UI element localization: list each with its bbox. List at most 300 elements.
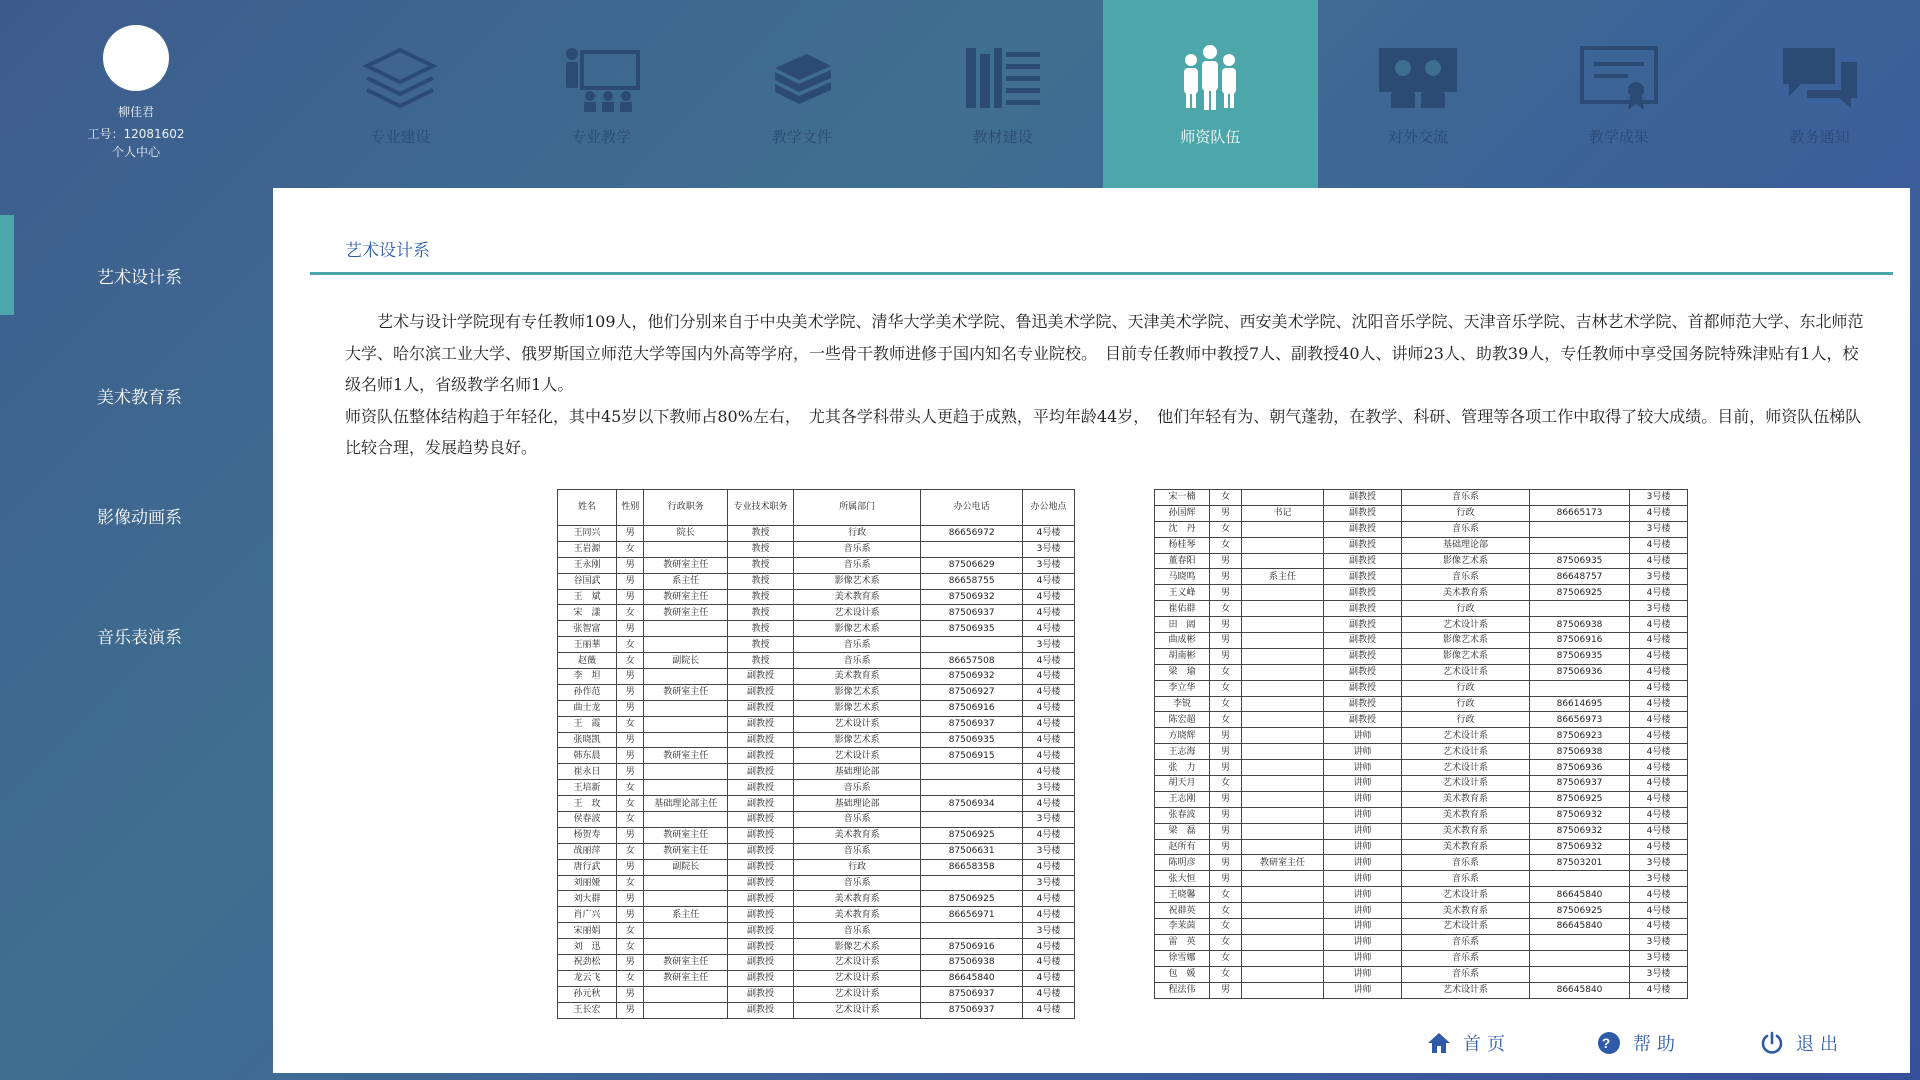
table-cell: 副教授	[727, 780, 793, 796]
table-cell	[644, 541, 727, 557]
table-row	[1155, 569, 1688, 585]
table-cell: 86645840	[921, 970, 1023, 986]
table-row	[558, 955, 1075, 971]
content-panel	[273, 188, 1910, 1073]
table-cell	[644, 669, 727, 685]
table-cell: 男	[1210, 585, 1242, 601]
table-cell: 刘 迅	[558, 939, 617, 955]
table-cell: 87506915	[921, 748, 1023, 764]
table-cell: 肖广兴	[558, 907, 617, 923]
table-cell: 教研室主任	[644, 684, 727, 700]
table-cell: 3号楼	[1023, 637, 1075, 653]
table-cell: 87506916	[921, 939, 1023, 955]
table-cell	[1242, 664, 1324, 680]
chat-icon	[1779, 44, 1861, 114]
table-cell: 3号楼	[1630, 490, 1688, 506]
table-cell: 87506925	[921, 891, 1023, 907]
table-cell: 美术教育系	[1402, 585, 1530, 601]
table-cell: 教授	[727, 589, 793, 605]
table-cell: 杨贺寿	[558, 827, 617, 843]
table-cell: 行政	[1402, 680, 1530, 696]
table-cell: 4号楼	[1023, 859, 1075, 875]
table-cell: 龙云飞	[558, 970, 617, 986]
table-cell: 系主任	[1242, 569, 1324, 585]
table-row	[558, 684, 1075, 700]
table-cell: 行政	[1402, 712, 1530, 728]
table-cell: 4号楼	[1630, 823, 1688, 839]
table-cell: 男	[617, 700, 644, 716]
table-cell: 美术教育系	[1402, 791, 1530, 807]
table-cell	[1242, 490, 1324, 506]
table-cell: 副教授	[1324, 633, 1402, 649]
table-cell	[1242, 696, 1324, 712]
table-cell: 男	[617, 1002, 644, 1018]
table-cell: 86645840	[1530, 887, 1630, 903]
column-header: 专业技术职务	[727, 490, 793, 526]
table-cell: 美术教育系	[1402, 823, 1530, 839]
table-cell: 3号楼	[1023, 923, 1075, 939]
table-cell: 唐行武	[558, 859, 617, 875]
table-cell	[1242, 648, 1324, 664]
table-cell: 音乐系	[794, 653, 921, 669]
column-header: 姓名	[558, 490, 617, 526]
classroom-icon	[560, 44, 642, 114]
table-cell: 梁 瑜	[1155, 664, 1210, 680]
table-cell: 影像艺术系	[794, 621, 921, 637]
side-navigation	[0, 215, 272, 695]
table-cell: 男	[1210, 871, 1242, 887]
table-cell: 86614695	[1530, 696, 1630, 712]
help-icon	[1597, 1031, 1621, 1055]
table-cell: 美术教育系	[1402, 903, 1530, 919]
table-cell: 孙元秋	[558, 986, 617, 1002]
table-cell	[1530, 950, 1630, 966]
table-cell: 4号楼	[1023, 796, 1075, 812]
table-cell: 音乐系	[1402, 966, 1530, 982]
table-cell: 4号楼	[1630, 648, 1688, 664]
table-cell	[1242, 934, 1324, 950]
table-cell	[1530, 537, 1630, 553]
table-cell: 3号楼	[1630, 601, 1688, 617]
table-cell: 崔佑群	[1155, 601, 1210, 617]
table-row	[558, 1002, 1075, 1018]
table-cell: 4号楼	[1023, 764, 1075, 780]
table-cell: 雷 英	[1155, 934, 1210, 950]
table-cell: 87506932	[1530, 807, 1630, 823]
table-cell: 87506938	[1530, 617, 1630, 633]
table-cell: 87506938	[1530, 744, 1630, 760]
table-cell: 4号楼	[1023, 748, 1075, 764]
sidebar-item-fine-arts-education[interactable]: 美术教育系	[97, 387, 182, 408]
table-cell: 副院长	[644, 653, 727, 669]
table-cell: 音乐系	[1402, 569, 1530, 585]
table-row	[558, 716, 1075, 732]
table-cell: 4号楼	[1630, 807, 1688, 823]
table-cell: 女	[1210, 934, 1242, 950]
table-cell	[644, 986, 727, 1002]
table-cell: 侯春波	[558, 812, 617, 828]
table-row	[558, 732, 1075, 748]
intro-paragraph-2: 师资队伍整体结构趋于年轻化，其中45岁以下教师占80%左右， 尤其各学科带头人更趋于成熟，平均年龄44岁， 他们年轻有为、朝气蓬勃，在教学、科研、管理等各项工作中取得了较大成绩。目前，师资队伍梯队比较合理，发展趋势良好。	[345, 406, 1862, 457]
table-cell: 教授	[727, 605, 793, 621]
table-cell	[921, 875, 1023, 891]
table-cell	[1242, 823, 1324, 839]
table-cell: 张 力	[1155, 760, 1210, 776]
table-cell: 艺术设计系	[1402, 728, 1530, 744]
nav-item-major-teaching[interactable]	[501, 0, 702, 188]
table-cell: 董春阳	[1155, 553, 1210, 569]
table-row	[1155, 505, 1688, 521]
faculty-table-left	[557, 489, 1075, 1019]
table-cell: 86656973	[1530, 712, 1630, 728]
home-button[interactable]	[1427, 1030, 1597, 1056]
table-row	[558, 939, 1075, 955]
table-row	[1155, 648, 1688, 664]
table-cell: 男	[1210, 744, 1242, 760]
table-cell: 赵薇	[558, 653, 617, 669]
table-cell: 讲师	[1324, 871, 1402, 887]
table-cell: 男	[1210, 633, 1242, 649]
sidebar-item-music-performance[interactable]: 音乐表演系	[97, 627, 182, 648]
table-cell: 女	[617, 541, 644, 557]
table-cell: 3号楼	[1630, 521, 1688, 537]
table-cell: 86665173	[1530, 505, 1630, 521]
table-cell: 4号楼	[1630, 744, 1688, 760]
table-cell: 基础理论部	[794, 764, 921, 780]
table-cell: 王永刚	[558, 557, 617, 573]
table-row	[1155, 537, 1688, 553]
table-cell: 4号楼	[1630, 696, 1688, 712]
table-cell: 女	[617, 939, 644, 955]
table-cell: 教授	[727, 653, 793, 669]
table-cell: 3号楼	[1023, 541, 1075, 557]
table-cell: 4号楼	[1023, 891, 1075, 907]
table-cell: 刘大群	[558, 891, 617, 907]
table-cell	[644, 732, 727, 748]
table-row	[1155, 966, 1688, 982]
table-cell	[1242, 776, 1324, 792]
table-cell: 87506916	[1530, 633, 1630, 649]
table-cell: 女	[1210, 966, 1242, 982]
table-row	[558, 907, 1075, 923]
table-cell: 副教授	[727, 955, 793, 971]
table-row	[1155, 664, 1688, 680]
table-cell: 教研室主任	[644, 970, 727, 986]
intro-text	[345, 306, 1873, 464]
table-cell: 李茉茵	[1155, 919, 1210, 935]
table-cell: 讲师	[1324, 966, 1402, 982]
table-cell: 音乐系	[1402, 950, 1530, 966]
table-cell: 程法伟	[1155, 982, 1210, 998]
table-cell: 87506629	[921, 557, 1023, 573]
table-cell: 女	[1210, 919, 1242, 935]
user-name: 柳佳君	[117, 105, 154, 119]
table-cell	[1530, 680, 1630, 696]
table-cell: 4号楼	[1630, 712, 1688, 728]
table-cell: 美术教育系	[794, 827, 921, 843]
exit-button[interactable]	[1760, 1030, 1844, 1056]
table-cell: 男	[617, 986, 644, 1002]
table-cell: 副教授	[727, 923, 793, 939]
table-cell: 徐雪娜	[1155, 950, 1210, 966]
table-cell: 86645840	[1530, 982, 1630, 998]
table-cell: 男	[1210, 982, 1242, 998]
table-cell: 曲士龙	[558, 700, 617, 716]
table-cell	[644, 939, 727, 955]
table-cell	[1530, 871, 1630, 887]
table-cell	[921, 812, 1023, 828]
nav-item-teaching-achievements[interactable]	[1519, 0, 1720, 188]
table-cell: 王岩源	[558, 541, 617, 557]
layers-icon	[359, 44, 441, 114]
table-cell: 87506937	[1530, 776, 1630, 792]
table-cell: 4号楼	[1630, 505, 1688, 521]
table-cell: 影像艺术系	[794, 684, 921, 700]
table-cell: 副教授	[1324, 505, 1402, 521]
exchange-icon	[1377, 44, 1459, 114]
table-row	[558, 875, 1075, 891]
column-header: 行政职务	[644, 490, 727, 526]
table-cell: 基础理论部	[1402, 537, 1530, 553]
table-cell: 4号楼	[1630, 617, 1688, 633]
table-cell	[644, 923, 727, 939]
table-cell: 胡天月	[1155, 776, 1210, 792]
table-cell: 87506925	[1530, 791, 1630, 807]
nav-item-faculty[interactable]	[1103, 0, 1318, 188]
table-cell: 4号楼	[1630, 680, 1688, 696]
table-cell: 沈 丹	[1155, 521, 1210, 537]
table-cell: 3号楼	[1630, 950, 1688, 966]
table-cell	[1530, 966, 1630, 982]
table-cell: 王志刚	[1155, 791, 1210, 807]
table-cell	[644, 764, 727, 780]
table-cell: 战丽萍	[558, 843, 617, 859]
table-cell: 王 斌	[558, 589, 617, 605]
nav-label: 教材建设	[972, 128, 1033, 146]
table-cell: 梁 磊	[1155, 823, 1210, 839]
table-row	[1155, 950, 1688, 966]
table-row	[558, 796, 1075, 812]
table-cell: 副教授	[1324, 601, 1402, 617]
sidebar-item-image-animation[interactable]: 影像动画系	[97, 507, 182, 528]
table-cell: 87506937	[921, 716, 1023, 732]
home-icon	[1427, 1031, 1451, 1055]
table-cell: 87506935	[1530, 553, 1630, 569]
table-cell: 87506631	[921, 843, 1023, 859]
table-cell: 副教授	[1324, 617, 1402, 633]
table-cell: 宋 漾	[558, 605, 617, 621]
table-cell: 教研室主任	[644, 843, 727, 859]
personal-center-link[interactable]: 个人中心	[111, 145, 160, 159]
table-cell: 音乐系	[1402, 934, 1530, 950]
table-cell: 4号楼	[1023, 653, 1075, 669]
avatar[interactable]	[103, 25, 169, 91]
table-cell: 87506927	[921, 684, 1023, 700]
table-cell: 教授	[727, 526, 793, 542]
table-cell: 4号楼	[1630, 982, 1688, 998]
table-cell: 王晓馨	[1155, 887, 1210, 903]
table-cell: 87506936	[1530, 664, 1630, 680]
table-cell: 美术教育系	[794, 907, 921, 923]
table-cell: 音乐系	[1402, 521, 1530, 537]
table-cell: 艺术设计系	[794, 986, 921, 1002]
table-cell: 3号楼	[1630, 966, 1688, 982]
table-row	[558, 557, 1075, 573]
table-cell: 4号楼	[1023, 939, 1075, 955]
table-cell: 副教授	[1324, 664, 1402, 680]
table-cell: 音乐系	[1402, 871, 1530, 887]
table-cell: 4号楼	[1023, 684, 1075, 700]
nav-label: 专业教学	[571, 128, 632, 146]
table-cell: 张春波	[1155, 807, 1210, 823]
nav-item-external-exchange[interactable]	[1318, 0, 1519, 188]
table-cell: 87506932	[921, 589, 1023, 605]
table-row	[1155, 601, 1688, 617]
table-cell: 女	[617, 780, 644, 796]
table-cell: 讲师	[1324, 823, 1402, 839]
table-cell	[644, 780, 727, 796]
table-cell	[1530, 490, 1630, 506]
table-row	[1155, 791, 1688, 807]
table-cell: 教研室主任	[644, 557, 727, 573]
table-cell: 4号楼	[1023, 573, 1075, 589]
table-cell: 教研室主任	[644, 605, 727, 621]
table-cell: 女	[1210, 601, 1242, 617]
table-cell: 女	[1210, 903, 1242, 919]
table-cell: 87506937	[921, 986, 1023, 1002]
table-row	[558, 986, 1075, 1002]
library-icon	[962, 44, 1044, 114]
table-cell	[644, 875, 727, 891]
nav-item-academic-notice[interactable]	[1719, 0, 1920, 188]
table-cell	[1242, 760, 1324, 776]
table-cell: 张智富	[558, 621, 617, 637]
table-cell: 音乐系	[794, 557, 921, 573]
table-cell: 男	[617, 907, 644, 923]
table-cell: 艺术设计系	[794, 716, 921, 732]
table-cell: 男	[1210, 648, 1242, 664]
table-cell	[644, 637, 727, 653]
table-cell: 艺术设计系	[1402, 776, 1530, 792]
table-cell: 男	[617, 891, 644, 907]
table-cell: 艺术设计系	[1402, 617, 1530, 633]
table-cell: 音乐系	[794, 812, 921, 828]
table-cell: 4号楼	[1630, 537, 1688, 553]
table-cell	[1242, 807, 1324, 823]
table-cell: 4号楼	[1023, 716, 1075, 732]
table-cell: 男	[1210, 855, 1242, 871]
table-cell: 美术教育系	[1402, 807, 1530, 823]
sidebar-item-art-design[interactable]: 艺术设计系	[0, 215, 272, 335]
exit-label: 退出	[1796, 1034, 1844, 1055]
table-cell: 女	[617, 605, 644, 621]
table-cell: 男	[617, 669, 644, 685]
table-cell: 3号楼	[1023, 780, 1075, 796]
table-row	[558, 891, 1075, 907]
table-row	[1155, 585, 1688, 601]
table-cell: 87506938	[921, 955, 1023, 971]
table-cell: 美术教育系	[794, 589, 921, 605]
table-cell: 副教授	[1324, 553, 1402, 569]
table-cell	[1530, 934, 1630, 950]
table-cell: 讲师	[1324, 855, 1402, 871]
table-cell: 女	[1210, 712, 1242, 728]
table-cell	[1242, 585, 1324, 601]
table-cell: 男	[617, 764, 644, 780]
table-cell: 讲师	[1324, 839, 1402, 855]
table-cell: 副教授	[1324, 585, 1402, 601]
table-cell: 4号楼	[1023, 589, 1075, 605]
nav-label: 师资队伍	[1180, 128, 1241, 146]
table-cell: 女	[617, 843, 644, 859]
table-cell: 3号楼	[1023, 812, 1075, 828]
table-cell: 艺术设计系	[1402, 760, 1530, 776]
table-cell: 韩东晨	[558, 748, 617, 764]
table-row	[558, 780, 1075, 796]
table-cell: 87506923	[1530, 728, 1630, 744]
table-cell: 副院长	[644, 859, 727, 875]
table-cell: 讲师	[1324, 760, 1402, 776]
table-cell: 女	[1210, 490, 1242, 506]
bottom-bar	[1427, 1030, 1844, 1056]
table-cell: 王丽華	[558, 637, 617, 653]
table-cell: 87506932	[1530, 839, 1630, 855]
table-cell: 86656972	[921, 526, 1023, 542]
table-row	[558, 748, 1075, 764]
table-cell: 4号楼	[1630, 728, 1688, 744]
table-cell	[1242, 839, 1324, 855]
table-cell: 男	[617, 557, 644, 573]
table-cell: 陈明彦	[1155, 855, 1210, 871]
top-navigation	[300, 0, 1920, 188]
table-cell: 艺术设计系	[1402, 887, 1530, 903]
column-header: 办公电话	[921, 490, 1023, 526]
help-button[interactable]	[1597, 1030, 1760, 1056]
user-id: 工号：12081602	[87, 127, 185, 141]
table-row	[1155, 871, 1688, 887]
table-row	[558, 812, 1075, 828]
table-cell: 副教授	[727, 859, 793, 875]
table-row	[558, 605, 1075, 621]
nav-item-textbook-construction[interactable]	[902, 0, 1103, 188]
nav-item-teaching-files[interactable]	[702, 0, 903, 188]
table-cell: 3号楼	[1630, 871, 1688, 887]
table-row	[558, 573, 1075, 589]
table-row	[1155, 887, 1688, 903]
column-header: 性别	[617, 490, 644, 526]
table-cell: 副教授	[727, 716, 793, 732]
table-cell: 李立华	[1155, 680, 1210, 696]
table-cell: 87506935	[1530, 648, 1630, 664]
table-row	[558, 637, 1075, 653]
table-cell: 副教授	[727, 939, 793, 955]
table-cell: 4号楼	[1630, 760, 1688, 776]
table-cell: 刘丽娅	[558, 875, 617, 891]
table-cell	[1242, 966, 1324, 982]
table-cell	[1242, 744, 1324, 760]
table-cell: 4号楼	[1023, 732, 1075, 748]
table-cell: 4号楼	[1630, 553, 1688, 569]
faculty-table-right	[1154, 489, 1688, 999]
table-cell: 3号楼	[1023, 875, 1075, 891]
table-cell: 87506937	[921, 1002, 1023, 1018]
table-row	[1155, 934, 1688, 950]
table-cell: 副教授	[1324, 680, 1402, 696]
table-cell: 艺术设计系	[794, 955, 921, 971]
certificate-icon	[1578, 44, 1660, 114]
nav-item-major-construction[interactable]	[300, 0, 501, 188]
table-cell: 4号楼	[1023, 669, 1075, 685]
